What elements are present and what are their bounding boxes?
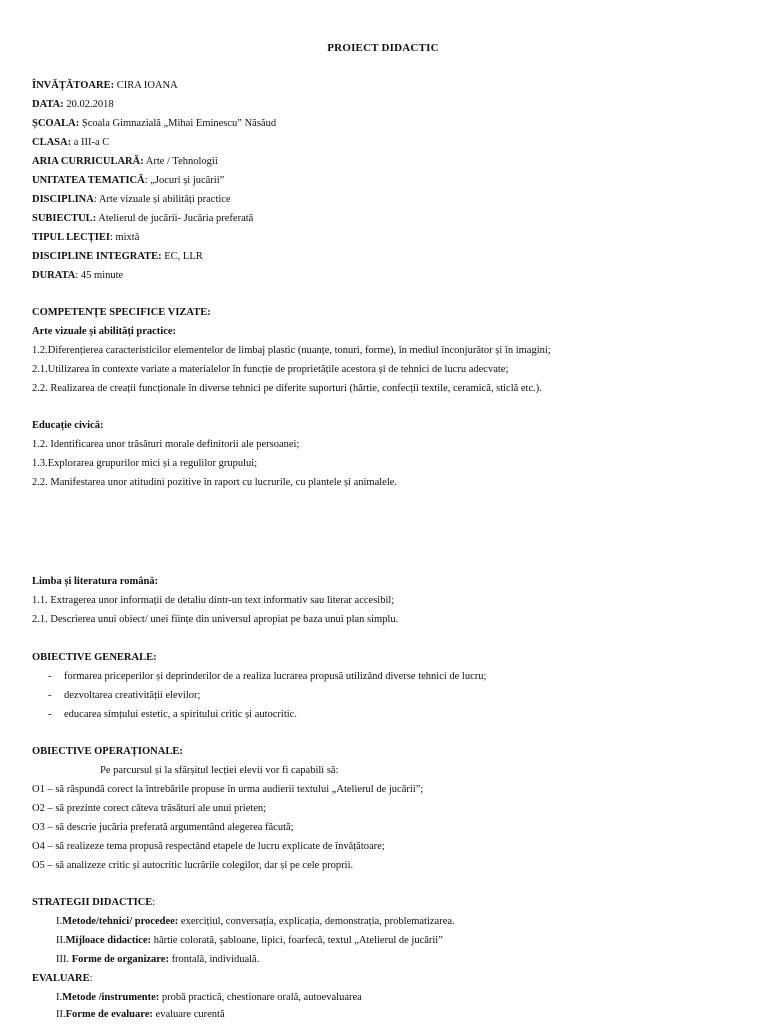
obiectiv-operational-item: O2 – să prezinte corect câteva trăsături ale unui prieten; [32, 803, 267, 814]
obiectiv-operational-item: O4 – să realizeze tema propusă respectând etapele de lucru explicate de învățătoare; [32, 841, 385, 852]
field-scoala: ȘCOALA: Școala Gimnazială „Mihai Eminescu” Năsăud [32, 118, 277, 129]
llr-item: 1.1. Extragerea unor informații de detaliu dintr-un text informativ sau literar accesibil; [32, 595, 395, 606]
obiective-operationale-heading: OBIECTIVE OPERAȚIONALE: [32, 746, 183, 757]
document-title: PROIECT DIDACTIC [327, 42, 439, 54]
obiectiv-general-item: - dezvoltarea creativității elevilor; [48, 690, 201, 701]
evaluare-item: II.Forme de evaluare: evaluare curentă [56, 1009, 225, 1020]
field-invatatoare: ÎNVĂȚĂTOARE: CIRA IOANA [32, 80, 178, 91]
field-clasa: CLASA: a III-a C [32, 137, 110, 148]
field-durata: DURATA: 45 minute [32, 270, 124, 281]
ec-item: 1.3.Explorarea grupurilor mici și a regulilor grupului; [32, 458, 258, 469]
field-discipline-integrate: DISCIPLINE INTEGRATE: EC, LLR [32, 251, 203, 262]
ec-item: 2.2. Manifestarea unor atitudini pozitive în raport cu lucrurile, cu plantele și animalele. [32, 477, 398, 488]
field-subiectul: SUBIECTUL: Atelierul de jucării- Jucăria preferată [32, 213, 254, 224]
field-aria-curriculara: ARIA CURRICULARĂ: Arte / Tehnologii [32, 156, 218, 167]
avap-item: 1.2.Diferențierea caracteristicilor elementelor de limbaj plastic (nuanțe, tonuri, forme), în mediul înconjurător și în imagini; [32, 345, 551, 356]
field-tipul-lectiei: TIPUL LECȚIEI: mixtă [32, 232, 140, 243]
evaluare-heading: EVALUARE: [32, 973, 93, 984]
field-disciplina: DISCIPLINA: Arte vizuale și abilități practice [32, 194, 231, 205]
obiectiv-operational-item: O3 – să descrie jucăria preferată argumentând alegerea făcută; [32, 822, 294, 833]
llr-item: 2.1. Descrierea unui obiect/ unei ființe din universul apropiat pe baza unui plan simplu. [32, 614, 399, 625]
strategii-heading: STRATEGII DIDACTICE: [32, 897, 156, 908]
strategie-item: III. Forme de organizare: frontală, individuală. [56, 954, 260, 965]
avap-item: 2.1.Utilizarea în contexte variate a materialelor în funcție de proprietățile acestora și de tehnici de lucru adecvate; [32, 364, 509, 375]
ec-heading: Educație civică: [32, 420, 104, 431]
strategie-item: I.Metode/tehnici/ procedee: exercițiul, conversația, explicația, demonstrația, problematizarea. [56, 916, 455, 927]
obiectiv-operational-item: O5 – să analizeze critic și autocritic lucrările colegilor, dar și pe cele proprii. [32, 860, 354, 871]
field-data: DATA: 20.02.2018 [32, 99, 114, 110]
obiective-generale-heading: OBIECTIVE GENERALE: [32, 652, 157, 663]
llr-heading: Limba și literatura română: [32, 576, 159, 587]
competente-heading: COMPETENȚE SPECIFICE VIZATE: [32, 307, 211, 318]
avap-heading: Arte vizuale și abilități practice: [32, 326, 177, 337]
obiectiv-general-item: - educarea simțului estetic, a spiritului critic și autocritic. [48, 709, 297, 720]
evaluare-item: I.Metode /instrumente: probă practică, chestionare orală, autoevaluarea [56, 992, 362, 1003]
field-unitatea-tematica: UNITATEA TEMATICĂ: „Jocuri și jucării” [32, 175, 225, 186]
obiective-operationale-intro: Pe parcursul și la sfârșitul lecției elevii vor fi capabili să: [100, 765, 339, 776]
obiectiv-general-item: - formarea priceperilor și deprinderilor de a realiza lucrarea propusă utilizând diverse tehnici de lucru; [48, 671, 487, 682]
avap-item: 2.2. Realizarea de creații funcționale în diverse tehnici pe diferite suporturi (hârtie, confecții textile, ceramică, sticlă etc.). [32, 383, 542, 394]
strategie-item: II.Mijloace didactice: hârtie colorată, șabloane, lipici, foarfecă, textul „Atelierul de jucării” [56, 935, 443, 946]
ec-item: 1.2. Identificarea unor trăsături morale definitorii ale persoanei; [32, 439, 300, 450]
obiectiv-operational-item: O1 – să răspundă corect la întrebările propuse în urma audierii textului „Atelierul de jucării”; [32, 784, 424, 795]
